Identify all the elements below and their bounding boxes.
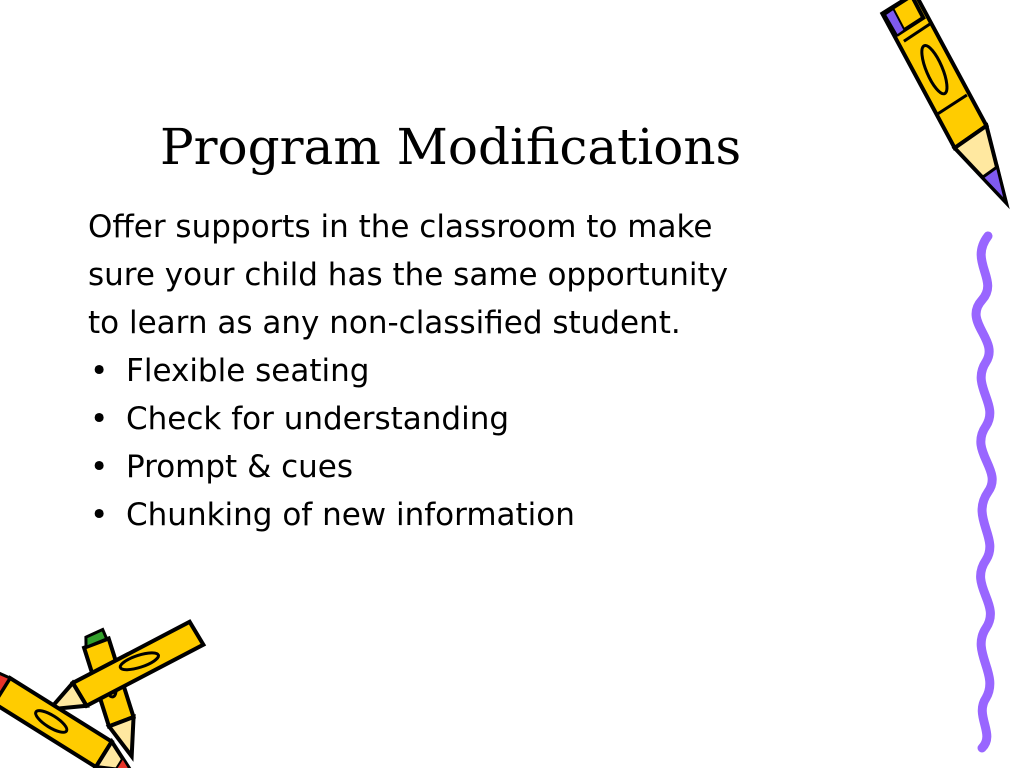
bullet-text: Flexible seating xyxy=(126,353,370,389)
bullet-list xyxy=(88,347,768,539)
bullet-text: Prompt & cues xyxy=(126,449,354,485)
bullet-item xyxy=(88,395,768,443)
bullet-icon: • xyxy=(90,401,109,437)
bullet-icon: • xyxy=(90,497,109,533)
bullet-icon: • xyxy=(90,353,109,389)
bullet-item xyxy=(88,491,768,539)
bullet-item xyxy=(88,347,768,395)
slide-body xyxy=(88,203,768,539)
squiggle-line xyxy=(976,236,992,748)
bullet-text: Chunking of new information xyxy=(126,497,575,533)
slide-title: Program Modifications xyxy=(160,118,742,176)
bullet-item xyxy=(88,443,768,491)
crossed-pencils-icon xyxy=(0,618,210,768)
bullet-text: Check for understanding xyxy=(126,401,510,437)
pencil-squiggle-icon xyxy=(850,0,1024,768)
intro-paragraph: Offer supports in the classroom to make sure your child has the same opportunity to learn as any non-classified student. xyxy=(88,209,729,341)
bullet-icon: • xyxy=(90,449,109,485)
